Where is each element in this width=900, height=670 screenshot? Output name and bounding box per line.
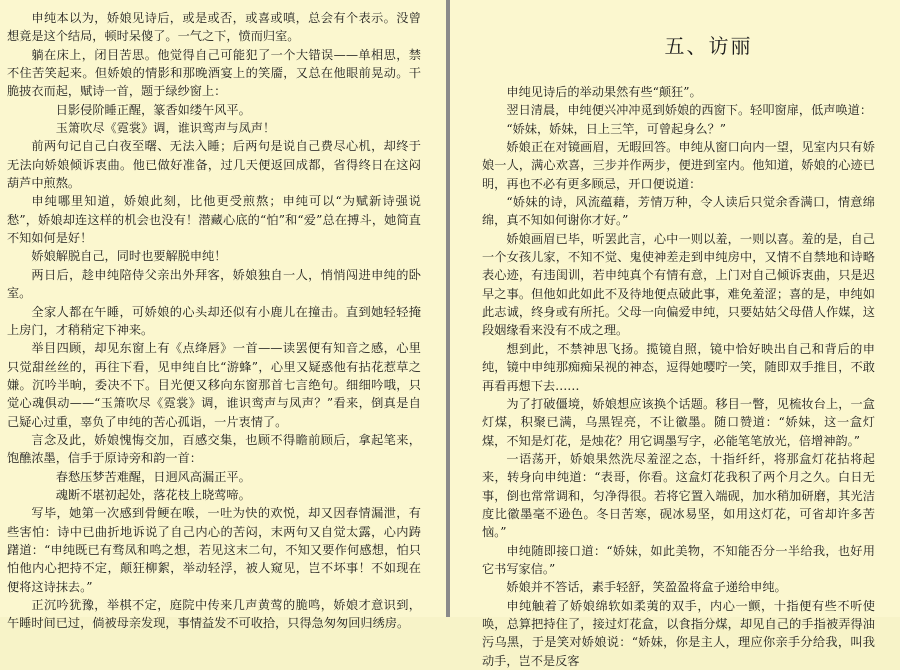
paragraph: “娇妹，娇妹，日上三竿，可曾起身么？” [506,121,727,136]
paragraph: 躺在床上，闭目苦思。他觉得自己可能犯了一个大错误——单相思，禁不住苦笑起来。但娇娘的情影和那晚酒宴上的笑靥，又总在他眼前晃动。干脆披衣而起，赋诗一首，题于绿纱窗上： [7,47,421,99]
chapter-title: 五、访丽 [664,34,753,58]
paragraph: 前两句记自己白夜至曙、无法入睡；后两句是说自己费尽心机，却终于无法向娇娘倾诉衷曲。他已做好准备，过几天便返回成都，省得终日在这闷葫芦中煎熬。 [7,139,421,191]
poem-line: 魂断不堪初起处，落花枝上晓莺啼。 [55,487,251,502]
poem-line: 日影侵阶睡正醒，篆香如缕午风平。 [55,102,251,117]
paragraph: 一语荡开，娇娘果然洗尽羞涩之态，十指纤纤，将那盒灯花拈将起来，转身向申纯道：“表哥，你看。这盒灯花我积了两个月之久。白日无事，倒也常常调和，匀净得很。若将它置入端砚，加水稍加研磨，其光洁度比徽墨毫不逊色。冬日苦寒，砚冰易坚，如用这灯花，可省却许多苦恼。” [482,451,875,540]
paragraph: 想到此，不禁神思飞扬。揽镜自照，镜中恰好映出自己和背后的申纯，镜中申纯那痴痴呆视的神态，逗得她嘤咛一笑，随即双手推目，不敢再看再想下去…… [482,341,875,393]
paragraph: 申纯见诗后的举动果然有些“颠狂”。 [506,85,702,99]
paragraph: 娇娘解脱自己，同时也要解脱申纯！ [31,249,227,264]
paragraph: 翌日清晨，申纯便兴冲冲觅到娇娘的西窗下。轻叩窗扉，低声唤道： [506,103,873,118]
paragraph: 举目四顾，却见东窗上有《点绛唇》一首——读罢便有知音之感，心里只觉甜丝丝的，再往下看，见申纯自比“游蜂”，心里又疑惑他有拈花惹草之嫌。沉吟半晌，委决不下。目光便又移向东窗那首七言绝句。细细吟哦，只觉心魂俱动——“玉箫吹尽《霓裳》调，谁识鸾声与凤声？”看来，倒真是自己疑心过重，辜负了申纯的苦心孤诣，一片衷情了。 [7,341,421,429]
paragraph: 申纯触着了娇娘绵软如柔荑的双手，内心一颤，十指便有些不听使唤，总算把持住了，接过灯花盒，以食指分煤，却见自己的手指被弄得油污乌黑，于是笑对娇娘说：“娇妹，你是主人，理应你亲手分给我，叫我动手，岂不是反客 [482,598,875,668]
poem-line: 玉箫吹尽《霓裳》调，谁识鸾声与凤声！ [55,121,276,136]
paragraph: 申纯随即接口道：“娇妹，如此美物，不知能否分一半给我，也好用它书写家信。” [482,543,875,576]
paragraph: 全家人都在午睡，可娇娘的心头却还似有小鹿儿在撞击。直到她轻轻掩上房门，才稍稍定下神来。 [7,304,421,337]
paragraph: “娇妹的诗，风流蕴藉，芳情万种，令人读后只觉余香满口，情意绵绵，真不知如何谢你才好。” [482,195,875,228]
left-page [0,0,446,631]
paragraph: 言念及此，娇娘愧悔交加，百感交集，也顾不得瞻前顾后，拿起笔来，饱醮浓墨，信手于原诗旁和韵一首： [7,432,421,466]
right-page [450,0,900,668]
paragraph: 娇娘正在对镜画眉，无暇回答。申纯从窗口向内一望，见室内只有娇娘一人，满心欢喜，三步并作两步，便进到室内。他知道，娇娘的心迹已明，再也不必有更多顾忌，开口便说道： [482,140,875,191]
poem-line: 春愁压梦苦难醒，日迥风高漏正平。 [55,469,251,484]
paragraph: 两日后，趁申纯陪侍父亲出外拜客，娇娘独自一人，悄悄闯进申纯的卧室。 [7,267,421,301]
paragraph: 写毕，她第一次感到骨鲠在喉，一吐为快的欢悦，却又因春情漏泄，有些害怕：诗中已曲折地诉说了自己内心的苦闷，末两句又自觉太露，心内踌躇道：“申纯既已有骛凤和鸣之想，若见这末二句，不知又要作何感想，怕只怕他内心把持不定，颠狂柳絮，举动轻浮，被人窥见，岂不坏事！不如现在便将这诗抹去。” [7,506,421,594]
paragraph: 娇娘并不答话，素手轻舒，笑盈盈将盒子递给申纯。 [506,580,787,595]
paragraph: 申纯本以为，娇娘见诗后，或是或否，或喜或嗔，总会有个表示。没曾想竟是这个结局，顿时呆傻了。一气之下，愤而归室。 [7,11,421,44]
paragraph: 娇娘画眉已毕，听罢此言，心中一则以羞，一则以喜。羞的是，自己一个女孩儿家，不知不觉、鬼使神差走到申纯房中，又情不自禁地和诗略表心迹，有违闺训，若申纯真个有情有意，上门对自己倾诉衷曲，只是迟早之事。但他如此如此不及待地便点破此事，难免羞涩；喜的是，申纯如此志诚，终身或有所托。父母一向偏爱申纯，只要姑姑父母借人作媒，这段姻缘看来没有不成之理。 [482,231,875,338]
paragraph: 为了打破僵境，娇娘想应该换个话题。移目一瞥，见梳妆台上，一盒灯煤，积聚已满，乌黑锃亮，不让徽墨。随口赞道：“娇妹，这一盒灯煤，不知是灯花，是烛花？用它调墨写字，必能笔笔放光，倍增神韵。” [482,396,875,448]
paragraph: 正沉吟犹豫，举棋不定，庭院中传来几声黄莺的脆鸣，娇娘才意识到，午睡时间已过，倘被母亲发现，事情益发不可收拾，只得急匆匆回归绣房。 [7,598,421,631]
paragraph: 申纯哪里知道，娇娘此刻，比他更受煎熬；申纯可以“为赋新诗强说愁”，娇娘却连这样的机会也没有！潜藏心底的“怕”和“爱”总在搏斗，她简直不知如何是好！ [7,194,421,246]
